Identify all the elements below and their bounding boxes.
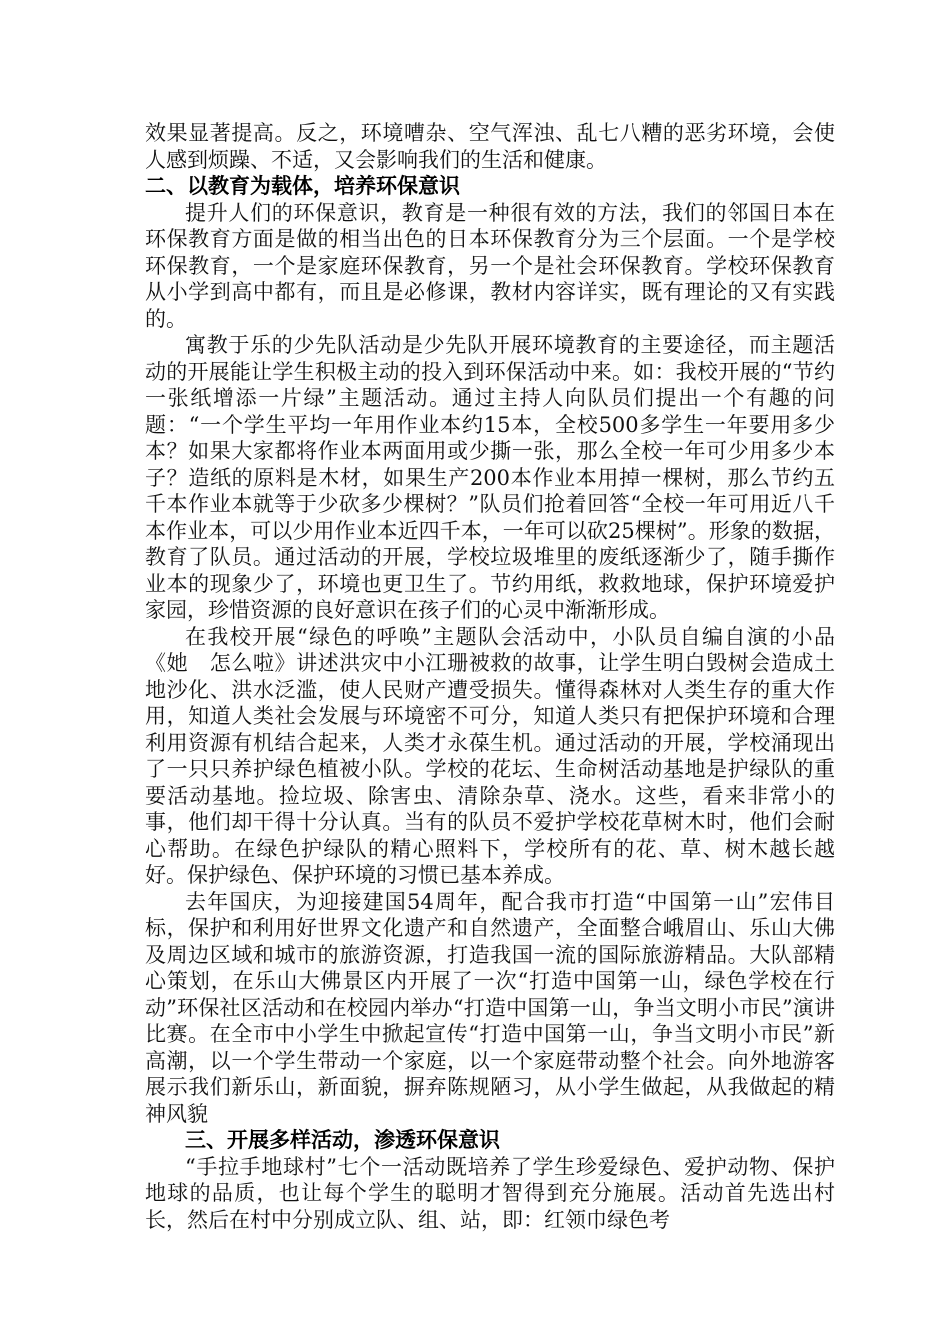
section-heading-2: 二、以教育为载体，培养环保意识 <box>145 174 460 198</box>
paragraph: 寓教于乐的少先队活动是少先队开展环境教育的主要途径，而主题活动的开展能让学生积极主动的投入到环保活动中来。如：我校开展的“节约一张纸增添一片绿”主题活动。通过主持人向队员们提出一个有趣的问题：“一个学生平均一年用作业本约15本，全校500多学生一年要用多少本？如果大家都将作业本两面用或少撕一张，那么全校一年可少用多少本子？造纸的原料是木材，如果生产200本作业本用掉一棵树，那么节约五千本作业本就等于少砍多少棵树？”队员们抢着回答“全校一年可用近八千本作业本，可以少用作业本近四千本，一年可以砍25棵树”。形象的数据，教育了队员。通过活动的开展，学校垃圾堆里的废纸逐渐少了，随手撕作业本的现象少了，环境也更卫生了。节约用纸，救救地球，保护环境爱护家园，珍惜资源的良好意识在孩子们的心灵中渐渐形成。 <box>145 333 835 622</box>
paragraph: 去年国庆，为迎接建国54周年，配合我市打造“中国第一山”宏伟目标，保护和利用好世界文化遗产和自然遗产，全面整合峨眉山、乐山大佛及周边区域和城市的旅游资源，打造我国一流的国际旅游精品。大队部精心策划，在乐山大佛景区内开展了一次“打造中国第一山，绿色学校在行动”环保社区活动和在校园内举办“打造中国第一山，争当文明小市民”演讲比赛。在全市中小学生中掀起宣传“打造中国第一山，争当文明小市民”新高潮，以一个学生带动一个家庭，以一个家庭带动整个社会。向外地游客展示我们新乐山，新面貌，摒弃陈规陋习，从小学生做起，从我做起的精神风貌 <box>145 889 835 1126</box>
section-heading-3: 三、开展多样活动，渗透环保意识 <box>185 1128 500 1152</box>
paragraph: 提升人们的环保意识，教育是一种很有效的方法，我们的邻国日本在环保教育方面是做的相当出色的日本环保教育分为三个层面。一个是学校环保教育，一个是家庭环保教育，另一个是社会环保教育。学校环保教育从小学到高中都有，而且是必修课，教材内容详实，既有理论的又有实践的。 <box>145 200 835 331</box>
document-body <box>145 120 835 1233</box>
paragraph-continued: 效果显著提高。反之，环境嘈杂、空气浑浊、乱七八糟的恶劣环境，会使人感到烦躁、不适，又会影响我们的生活和健康。 <box>145 121 835 172</box>
paragraph: 在我校开展“绿色的呼唤”主题队会活动中，小队员自编自演的小品《她 怎么啦》讲述洪灾中小江珊被救的故事，让学生明白毁树会造成土地沙化、洪水泛滥，使人民财产遭受损失。懂得森林对人类生存的重大作用，知道人类社会发展与环境密不可分，知道人类只有把保护环境和合理利用资源有机结合起来，人类才永葆生机。通过活动的开展，学校涌现出了一只只养护绿色植被小队。学校的花坛、生命树活动基地是护绿队的重要活动基地。捡垃圾、除害虫、清除杂草、浇水。这些，看来非常小的事，他们却干得十分认真。当有的队员不爱护学校花草树木时，他们会耐心帮助。在绿色护绿队的精心照料下，学校所有的花、草、树木越长越好。保护绿色、保护环境的习惯已基本养成。 <box>145 624 835 887</box>
paragraph: “手拉手地球村”七个一活动既培养了学生珍爱绿色、爱护动物、保护地球的品质，也让每个学生的聪明才智得到充分施展。活动首先选出村长，然后在村中分别成立队、组、站，即：红领巾绿色考 <box>145 1154 835 1232</box>
